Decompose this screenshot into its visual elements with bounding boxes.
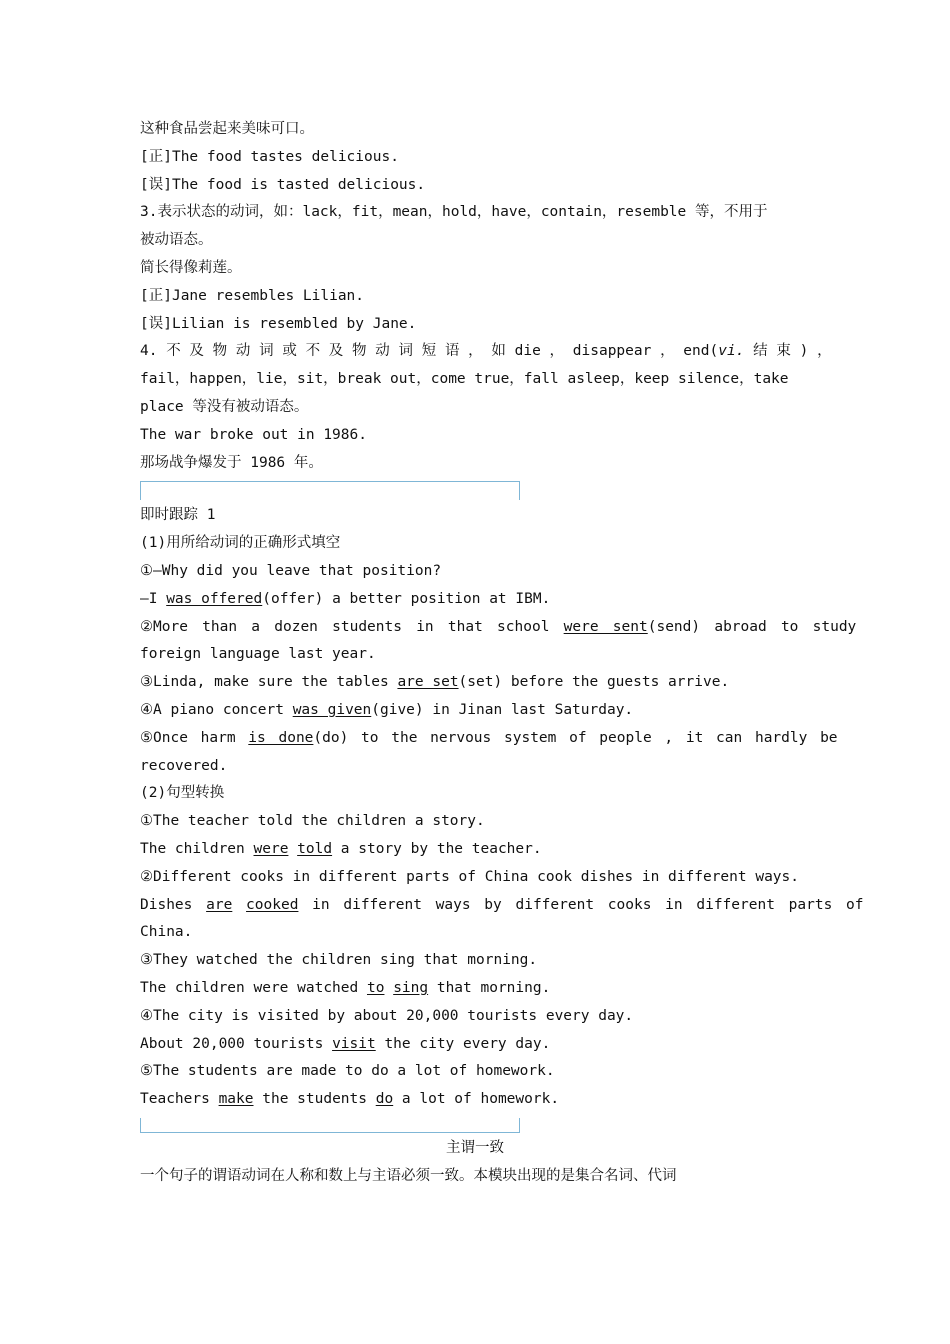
question-line: foreign language last year.	[140, 646, 376, 663]
question-line: ③They watched the children sing that morning.	[140, 952, 538, 969]
text-line: [正]Jane resembles Lilian.	[140, 287, 365, 304]
text-line: fail，happen，lie，sit，break out，come true，fall asleep，keep silence，take	[140, 371, 789, 388]
question-line: China.	[140, 924, 193, 941]
answer: are	[206, 896, 233, 913]
question-line	[140, 586, 810, 614]
text-line: [正]The food tastes delicious.	[140, 148, 399, 165]
text-segment: —I	[140, 590, 167, 607]
answer: was offered	[166, 590, 263, 607]
text-segment: (do) to the nervous system of people , it can hardly be	[313, 729, 838, 746]
text-line: 简长得像莉莲。	[140, 259, 242, 276]
text-line: 这种食品尝起来美味可口。	[140, 121, 314, 137]
answer: cooked	[246, 896, 299, 913]
question-line	[140, 614, 857, 642]
exercise-box-bottom-border	[140, 1118, 520, 1133]
text-line: 那场战争爆发于 1986 年。	[140, 454, 323, 471]
text-segment: (send) abroad to study	[647, 618, 857, 635]
text-segment: the students	[253, 1091, 376, 1108]
answer: told	[297, 840, 333, 857]
text-segment: Dishes	[140, 896, 207, 913]
text-line: [误]Lilian is resembled by Jane.	[140, 315, 417, 332]
text-segment: ⑤Once harm	[140, 729, 249, 746]
answer: visit	[332, 1035, 376, 1052]
text-segment: (set) before the guests arrive.	[458, 674, 730, 691]
text-segment: About 20,000 tourists	[140, 1035, 333, 1052]
question-line	[140, 1086, 810, 1114]
question-line: ⑤The students are made to do a lot of homework.	[140, 1063, 555, 1080]
text-segment: ③Linda, make sure the tables	[140, 674, 398, 691]
answer: make	[218, 1091, 254, 1108]
text-segment: ④A piano concert	[140, 701, 293, 718]
text-segment: that morning.	[428, 979, 551, 996]
text-line	[140, 338, 832, 366]
question-line: ①—Why did you leave that position?	[140, 562, 442, 579]
text-segment: The children	[140, 840, 254, 857]
text-segment: 结 束 ) ，	[744, 343, 832, 360]
text-segment: in different ways by different cooks in different parts of	[298, 896, 864, 913]
answer: were sent	[563, 618, 648, 635]
answer: was given	[292, 701, 372, 718]
part2-title: (2)句型转换	[140, 785, 225, 802]
question-line	[140, 697, 810, 725]
text-segment: The children were watched	[140, 979, 367, 996]
text-segment: (give) in Jinan last Saturday.	[371, 701, 634, 718]
text-segment: a story by the teacher.	[332, 840, 542, 857]
question-line: ②Different cooks in different parts of China cook dishes in different ways.	[140, 868, 799, 885]
text-line: The war broke out in 1986.	[140, 426, 367, 443]
question-line	[140, 1031, 810, 1059]
answer: do	[375, 1091, 394, 1108]
part1-title: (1)用所给动词的正确形式填空	[140, 535, 341, 552]
answer: is done	[248, 729, 314, 746]
exercise-title: 即时跟踪 1	[140, 507, 216, 524]
text-segment: a lot of homework.	[393, 1091, 560, 1108]
exercise-box-top-border	[140, 481, 520, 500]
section-heading: 主谓一致	[446, 1139, 504, 1156]
text-segment: 4. 不 及 物 动 词 或 不 及 物 动 词 短 语 ， 如 die ， disappear ， end(	[140, 343, 719, 360]
question-line	[140, 836, 810, 864]
text-line: 3.表示状态的动词，如：lack，fit，mean，hold，have，contain，resemble 等，不用于	[140, 204, 768, 221]
document-page	[140, 116, 864, 1190]
question-line	[140, 892, 864, 920]
text-segment-italic: vi.	[718, 343, 745, 360]
text-segment: Teachers	[140, 1091, 219, 1108]
answer: are set	[397, 674, 459, 691]
question-line: recovered.	[140, 757, 228, 774]
text-segment: (offer) a better position at IBM.	[262, 590, 551, 607]
question-line	[140, 975, 810, 1003]
question-line	[140, 725, 838, 753]
text-segment: ②More than a dozen students in that school	[140, 618, 564, 635]
answer: were	[253, 840, 289, 857]
text-line: place 等没有被动语态。	[140, 398, 309, 415]
question-line: ①The teacher told the children a story.	[140, 813, 485, 830]
text-segment: the city every day.	[375, 1035, 551, 1052]
text-line: 一个句子的谓语动词在人称和数上与主语必须一致。本模块出现的是集合名词、代词	[140, 1167, 677, 1184]
answer: to	[366, 979, 385, 996]
question-line	[140, 669, 810, 697]
text-line: 被动语态。	[140, 232, 213, 249]
answer: sing	[393, 979, 429, 996]
question-line: ④The city is visited by about 20,000 tourists every day.	[140, 1007, 634, 1024]
text-line: [误]The food is tasted delicious.	[140, 176, 426, 193]
